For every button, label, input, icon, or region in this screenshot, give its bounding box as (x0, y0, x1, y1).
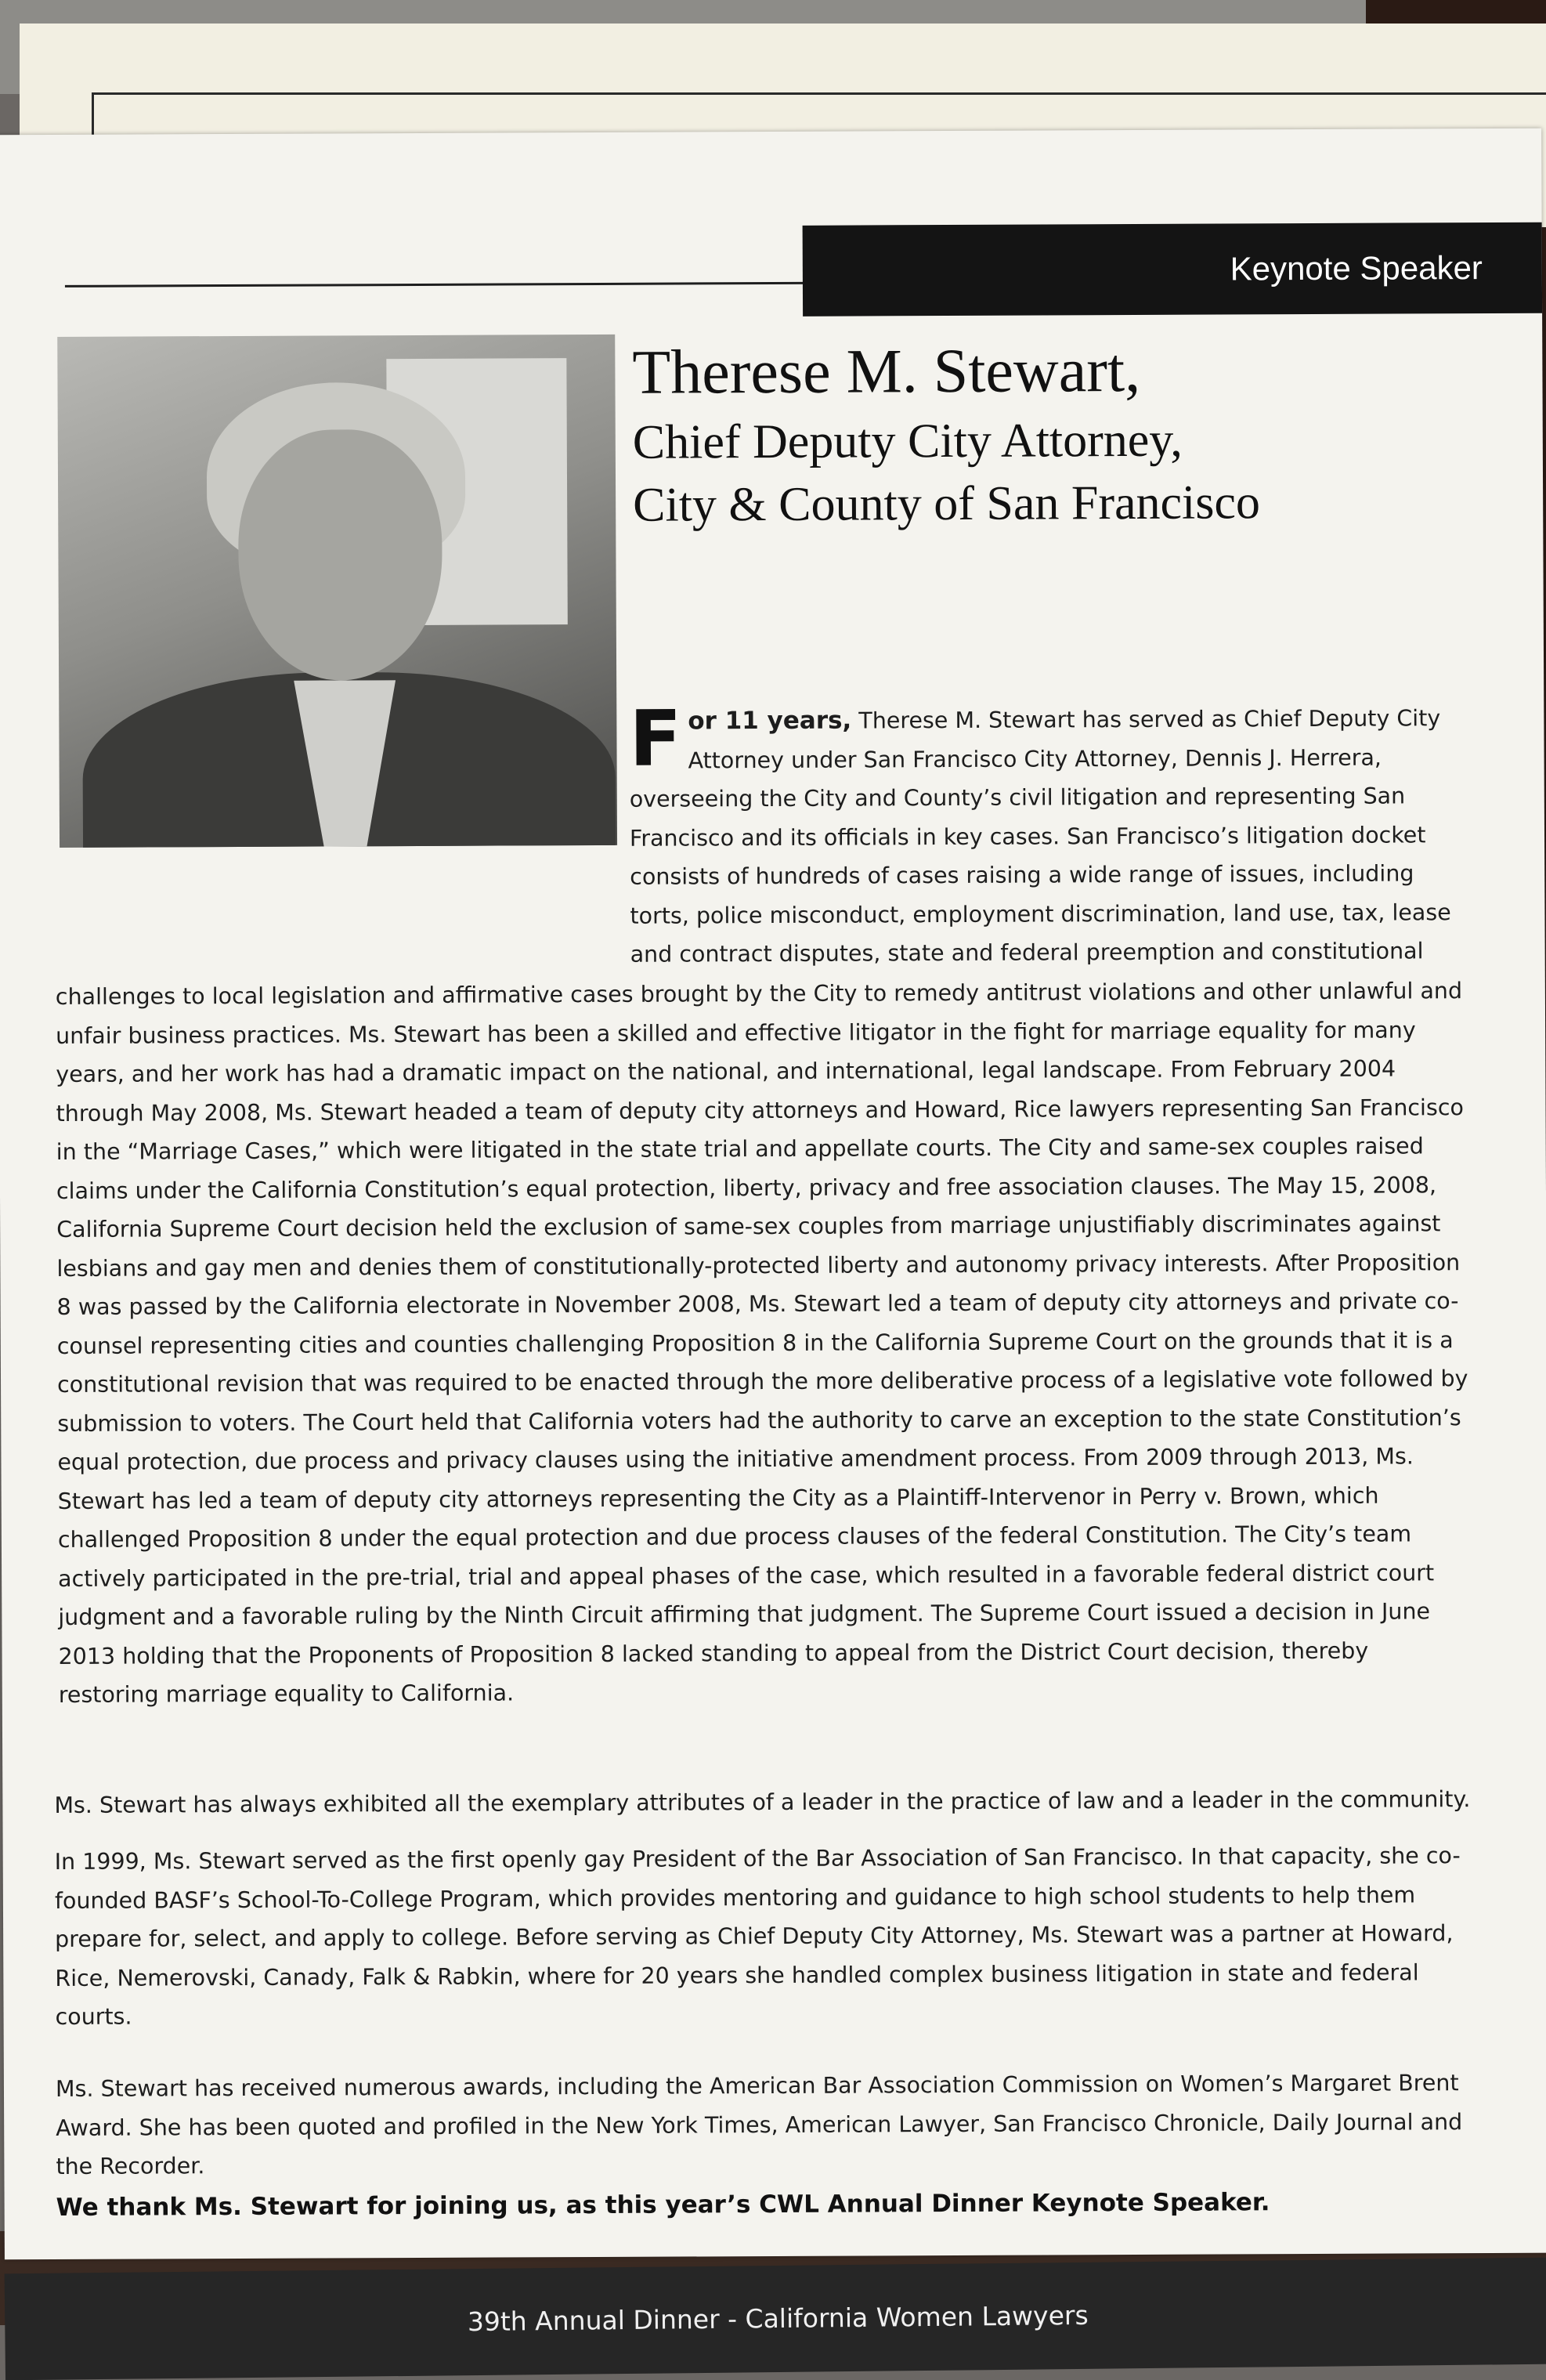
bio-paragraph-awards: Ms. Stewart has received numerous awards, including the American Bar Association Commission on Women’s Margaret Brent Award. She has been quoted and profiled in the New York Times, American Lawyer, San Francisco Chronicle, Daily Journal and the Recorder. (55, 2070, 1463, 2180)
speaker-organization: City & County of San Francisco (633, 476, 1261, 532)
section-header-bar (803, 222, 1542, 316)
bio-paragraph-leadership: Ms. Stewart has always exhibited all the exemplary attributes of a leader in the practice of law and a leader in the community. (54, 1786, 1471, 1819)
program-page (0, 128, 1546, 2338)
header-rule (65, 282, 817, 288)
bio-lead-text: Therese M. Stewart has served as Chief Deputy City Attorney under San Francisco City Attorney, Dennis J. Herrera, overseeing the City and County’s civil litigation and representing San Francisco and its officials in key cases. San Francisco’s litigation docket consists of hundreds of cases raising a wide range of issues, including torts, police misconduct, employment discrimination, land use, tax, lease and contract disputes, state and federal preemption and constitutional (629, 705, 1451, 968)
footer-text: 39th Annual Dinner - California Women Lawyers (467, 2299, 1089, 2338)
bio-continuation: challenges to local legislation and affirmative cases brought by the City to remedy antitrust violations and other unlawful and unfair business practices. Ms. Stewart has been a skilled and effective litigator in the fight for marriage equality for many years, and her work has had a dramatic impact on the national, and international, legal landscape. From February 2004 through May 2008, Ms. Stewart headed a team of deputy city attorneys and Howard, Rice lawyers representing San Francisco in the “Marriage Cases,” which were litigated in the state trial and appellate courts. The City and same-sex couples raised claims under the California Constitution’s equal protection, liberty, privacy and free association clauses. The May 15, 2008, California Supreme Court decision held the exclusion of same-sex couples from marriage unjustifiably discriminates against lesbians and gay men and denies them of constitutionally-protected liberty and autonomy privacy interests. After Proposition 8 was passed by the California electorate in November 2008, Ms. Stewart led a team of deputy city attorneys and private co-counsel representing cities and counties challenging Proposition 8 in the California Supreme Court on the grounds that it is a constitutional revision that was required to be enacted through the more deliberative process of a legislative vote followed by submission to voters. The Court held that California voters had the authority to carve an exception to the state Constitution’s equal protection, due process and privacy clauses using the initiative amendment process. From 2009 through 2013, Ms. Stewart has led a team of deputy city attorneys representing the City as a Plaintiff-Intervenor in Perry v. Brown, which challenged Proposition 8 under the equal protection and due process clauses of the federal Constitution. The City’s team actively participated in the pre-trial, trial and appeal phases of the case, which resulted in a favorable federal district court judgment and a favorable ruling by the Ninth Circuit affirming that judgment. The Supreme Court issued a decision in June 2013 holding that the Proponents of Proposition 8 lacked standing to appeal from the District Court decision, thereby restoring marriage equality to California. (55, 978, 1468, 1708)
speaker-heading (632, 331, 1510, 537)
speaker-name: Therese M. Stewart, (632, 335, 1141, 407)
drop-cap: F (629, 694, 682, 784)
bio-lead-bold: or 11 years, (688, 706, 852, 736)
section-label: Keynote Speaker (1230, 249, 1483, 288)
photo-face (238, 429, 442, 681)
footer-bar (5, 2258, 1546, 2380)
speaker-title: Chief Deputy City Attorney, (632, 413, 1183, 469)
speaker-photo (57, 335, 617, 848)
bio-paragraph-basf: In 1999, Ms. Stewart served as the first openly gay President of the Bar Association of San Francisco. In that capacity, she co-founded BASF’s School-To-College Program, which provides mentoring and guidance to high school students to help them prepare for, select, and apply to college. Before serving as Chief Deputy City Attorney, Ms. Stewart was a partner at Howard, Rice, Nemerovski, Canady, Falk & Rabkin, where for 20 years she handled complex business litigation in state and federal courts. (54, 1843, 1461, 2031)
bio-lead-paragraph (629, 694, 1467, 974)
thanks-line: We thank Ms. Stewart for joining us, as this year’s CWL Annual Dinner Keynote Speaker. (56, 2188, 1270, 2223)
